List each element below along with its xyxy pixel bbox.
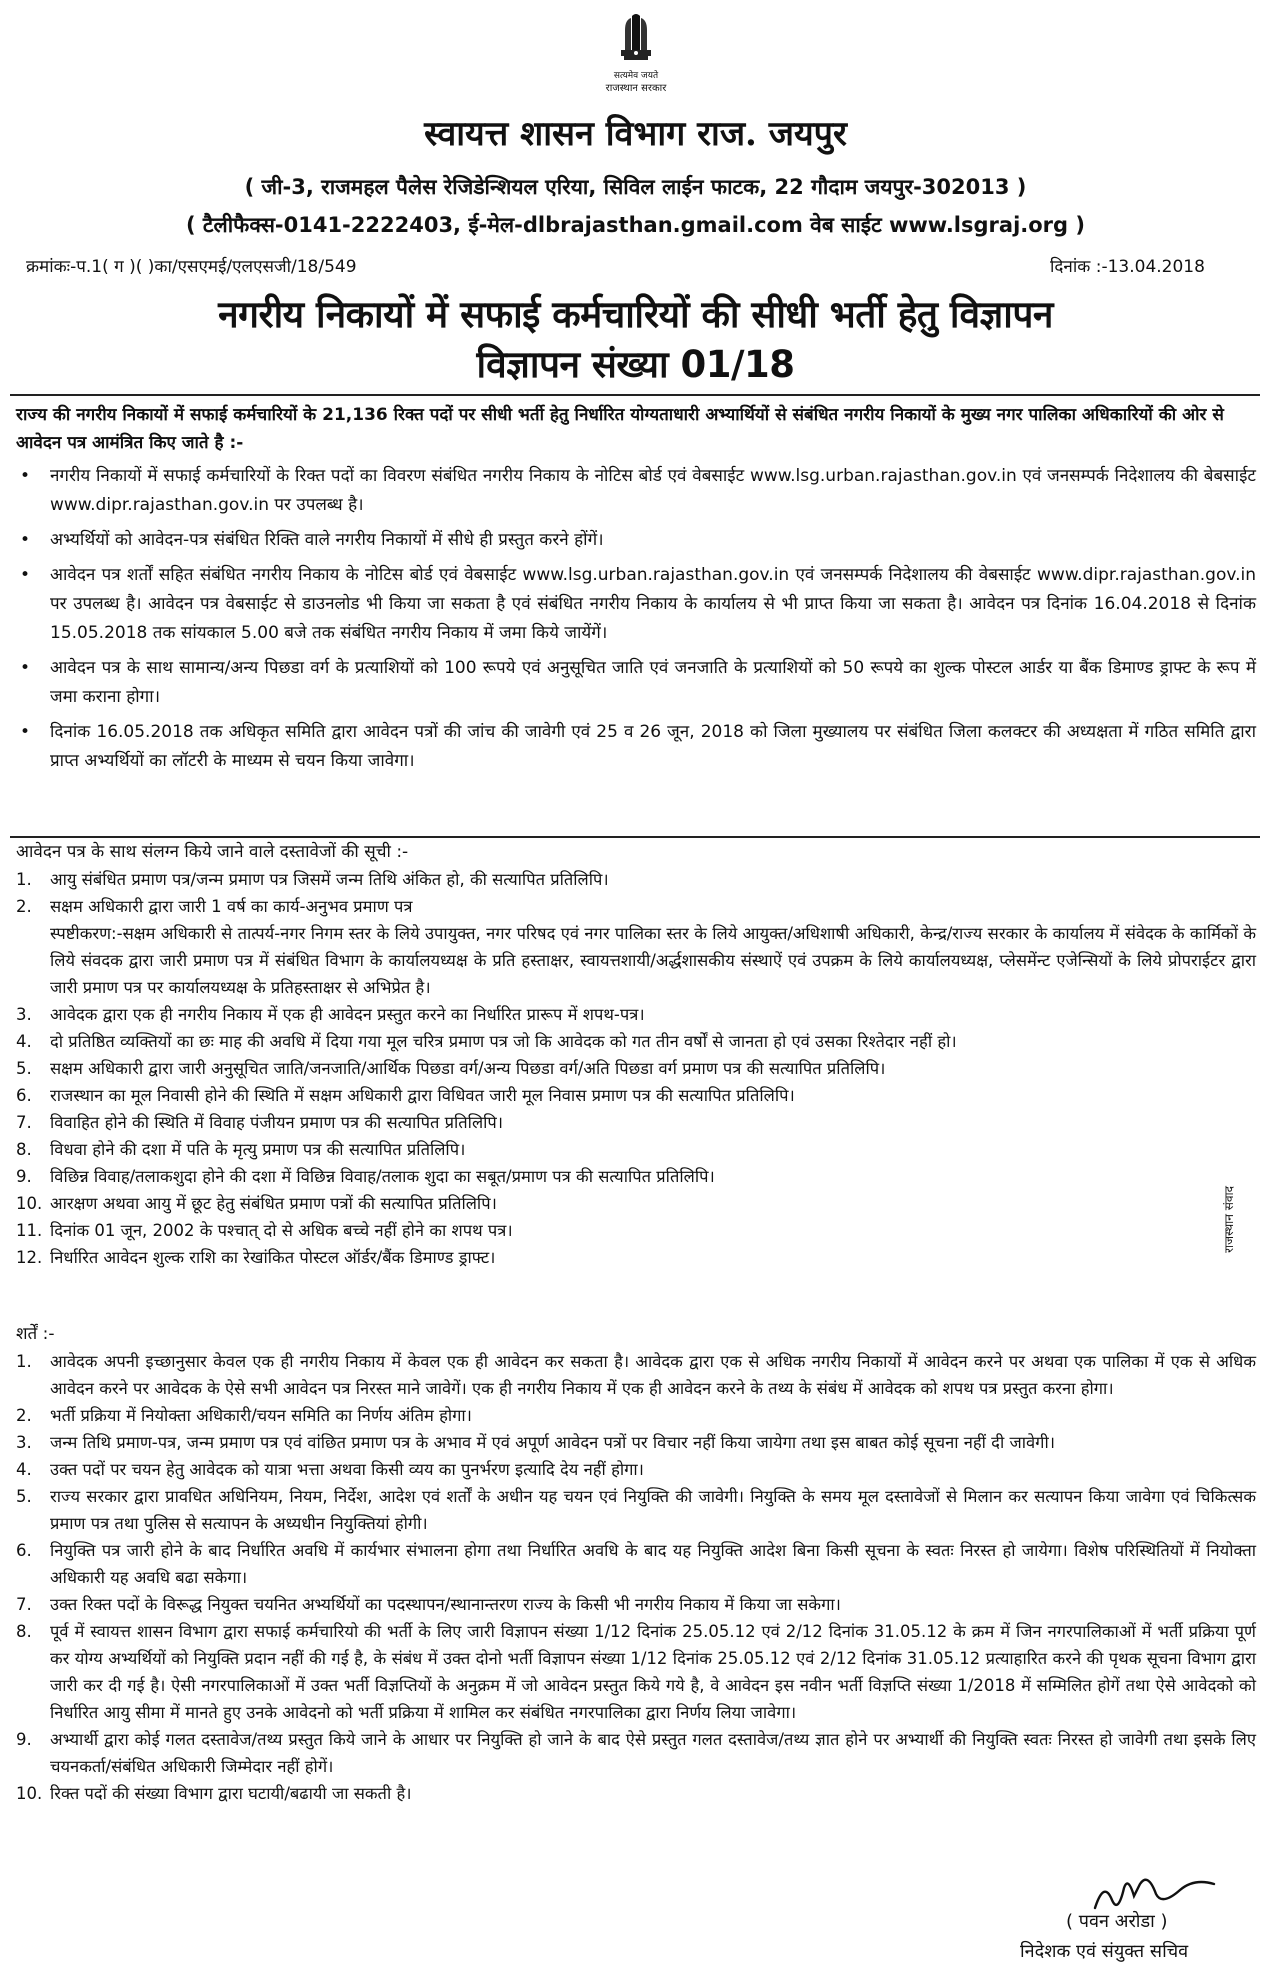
list-item: 12. निर्धारित आवेदन शुल्क राशि का रेखांकित पोस्टल ऑर्डर/बैंक डिमाण्ड ड्राफ्ट। xyxy=(16,1248,496,1267)
emblem-motto: सत्यमेव जयते xyxy=(613,71,659,81)
issue-date: दिनांक :-13.04.2018 xyxy=(1050,257,1205,277)
list-item: 5. राज्य सरकार द्वारा प्रावधित अधिनियम, नियम, निर्देश, आदेश एवं शर्तों के अधीन यह चयन एवं नियुक्ति की जावेगी। नियुक्ति के समय मूल दस्तावेजों से मिलान कर सत्यापन किया जावेगा एवं चिकित्सक प्रमाण पत्र तथा पुलिस से सत्यापन के अध्यधीन नियुक्तियां होगी। xyxy=(16,1487,1256,1533)
advertisement-title: नगरीय निकायों में सफाई कर्मचारियों की सीधी भर्ती हेतु विज्ञापन xyxy=(218,293,1053,336)
documents-heading: आवेदन पत्र के साथ संलग्न किये जाने वाले दस्तावेजों की सूची :- xyxy=(16,842,409,862)
list-item: 2. सक्षम अधिकारी द्वारा जारी 1 वर्ष का कार्य-अनुभव प्रमाण पत्र xyxy=(16,897,413,916)
list-item: 6. राजस्थान का मूल निवासी होने की स्थिति में सक्षम अधिकारी द्वारा विधिवत जारी मूल निवास प्रमाण पत्र की सत्यापित प्रतिलिपि। xyxy=(16,1086,795,1105)
list-item: 8. पूर्व में स्वायत्त शासन विभाग द्वारा सफाई कर्मचारियो की भर्ती के लिए जारी विज्ञापन संख्या 1/12 दिनांक 25.05.12 एवं 2/12 दिनांक 31.05.12 के क्रम में जिन नगरपालिकाओं में भर्ती प्रक्रिया पूर्ण कर योग्य अभ्यर्थियों को नियुक्ति प्रदान नहीं की गई है, के संबंध में उक्त दोनो भर्ती विज्ञापन संख्या 1/12 दिनांक 25.05.12 एवं 2/12 दिनांक 31.05.12 प्रत्याहारित करने की पृथक सूचना विभाग द्वारा जारी कर दी गई है। ऐसी नगरपालिकाओं में उक्त भर्ती विज्ञप्तियों के अनुक्रम में जो आवेदन प्रस्तुत किये गये है, वे आवेदन इस नवीन भर्ती विज्ञप्ति संख्या 1/2018 में सम्मिलित होगें तथा ऐसे आवेदको को निर्धारित आयु सीमा में मानते हुए उनके आवेदनो को भर्ती प्रक्रिया में शामिल कर संबंधित नगरपालिका द्वारा निर्णय लिया जावेगा। xyxy=(16,1622,1256,1722)
list-item: 9. विछिन्न विवाह/तलाकशुदा होने की दशा में विछिन्न विवाह/तलाक शुदा का सबूत/प्रमाण पत्र की सत्यापित प्रतिलिपि। xyxy=(16,1167,715,1186)
contact-line: ( टैलीफैक्स-0141-2222403, ई-मेल-dlbrajasthan.gmail.com वेब साईट www.lsgraj.org ) xyxy=(186,213,1085,237)
list-item: • नगरीय निकायों में सफाई कर्मचारियों के रिक्त पदों का विवरण संबंधित नगरीय निकाय के नोटिस बोर्ड एवं वेबसाईट www.lsg.urban.rajasthan.gov.in एवं जनसम्पर्क निदेशालय की बेबसाईट www.dipr.rajasthan.gov.in पर उपलब्ध है। xyxy=(16,462,1256,520)
list-item: • आवेदन पत्र के साथ सामान्य/अन्य पिछडा वर्ग के प्रत्याशियों को 100 रूपये एवं अनुसूचित जाति एवं जनजाति के प्रत्याशियों को 50 रूपये का शुल्क पोस्टल आर्डर या बैंक डिमाण्ड ड्राफ्ट के रूप में जमा कराना होगा। xyxy=(16,654,1256,712)
list-item: 5. सक्षम अधिकारी द्वारा जारी अनुसूचित जाति/जनजाति/आर्थिक पिछडा वर्ग/अन्य पिछडा वर्ग/अति पिछडा वर्ग प्रमाण पत्र की सत्यापित प्रतिलिपि। xyxy=(16,1059,886,1078)
list-item: 9. अभ्यार्थी द्वारा कोई गलत दस्तावेज/तथ्य प्रस्तुत किये जाने के आधार पर नियुक्ति हो जाने के बाद ऐसे प्रस्तुत गलत दस्तावेज/तथ्य ज्ञात होने पर अभ्यार्थी की नियुक्ति स्वतः निरस्त हो जावेगी तथा इसके लिए चयनकर्ता/संबंधित अधिकारी जिम्मेदार नहीं होगें। xyxy=(16,1730,1256,1776)
list-item: 1. आयु संबंधित प्रमाण पत्र/जन्म प्रमाण पत्र जिसमें जन्म तिथि अंकित हो, की सत्यापित प्रतिलिपि। xyxy=(16,870,609,889)
divider xyxy=(10,836,1260,838)
state-emblem xyxy=(594,10,678,95)
documents-list xyxy=(16,866,1256,1271)
list-item: • अभ्यर्थियों को आवेदन-पत्र संबंधित रिक्ति वाले नगरीय निकायों में सीधे ही प्रस्तुत करने होंगें। xyxy=(16,526,1256,555)
advertisement-number: विज्ञापन संख्या 01/18 xyxy=(476,343,795,386)
list-item: 7. विवाहित होने की स्थिति में विवाह पंजीयन प्रमाण पत्र की सत्यापित प्रतिलिपि। xyxy=(16,1113,504,1132)
list-item: 3. आवेदक द्वारा एक ही नगरीय निकाय में एक ही आवेदन प्रस्तुत करने का निर्धारित प्रारूप में शपथ-पत्र। xyxy=(16,1005,645,1024)
instructions-list xyxy=(16,462,1256,782)
conditions-heading: शर्तें :- xyxy=(16,1324,55,1344)
list-item: 8. विधवा होने की दशा में पति के मृत्यु प्रमाण पत्र की सत्यापित प्रतिलिपि। xyxy=(16,1140,466,1159)
list-item: • दिनांक 16.05.2018 तक अधिकृत समिति द्वारा आवेदन पत्रों की जांच की जावेगी एवं 25 व 26 जून, 2018 को जिला मुख्यालय पर संबंधित जिला कलक्टर की अध्यक्षता में गठित समिति द्वारा प्राप्त अभ्यर्थियों का लॉटरी के माध्यम से चयन किया जावेगा। xyxy=(16,718,1256,776)
department-title: स्वायत्त शासन विभाग राज. जयपुर xyxy=(424,114,847,154)
list-item: 2. भर्ती प्रक्रिया में नियोक्ता अधिकारी/चयन समिति का निर्णय अंतिम होगा। xyxy=(16,1406,472,1425)
list-item: 10. आरक्षण अथवा आयु में छूट हेतु संबंधित प्रमाण पत्रों की सत्यापित प्रतिलिपि। xyxy=(16,1194,497,1213)
intro-paragraph: राज्य की नगरीय निकायों में सफाई कर्मचारियों के 21,136 रिक्त पदों पर सीधी भर्ती हेतु निर्धारित योग्यताधारी अभ्यार्थियों से संबंधित नगरीय निकायों के मुख्य नगर पालिका अधिकारियों की ओर से आवेदन पत्र आमंत्रित किए जाते है :- xyxy=(16,405,1224,453)
list-item: 7. उक्त रिक्त पदों के विरूद्ध नियुक्त चयनित अभ्यर्थियों का पदस्थापन/स्थानान्तरण राज्य के किसी भी नगरीय निकाय में किया जा सकेगा। xyxy=(16,1595,841,1614)
conditions-list xyxy=(16,1348,1256,1807)
reference-number: क्रमांकः-प.1( ग )( )का/एसएमई/एलएसजी/18/549 xyxy=(26,257,357,277)
divider xyxy=(10,394,1260,396)
list-item: 1. आवेदक अपनी इच्छानुसार केवल एक ही नगरीय निकाय में केवल एक ही आवेदन कर सकता है। आवेदक द्वारा एक से अधिक नगरीय निकायों में आवेदन करने पर अथवा एक पालिका में एक से अधिक आवेदन करने पर आवेदक के ऐसे सभी आवेदन पत्र निरस्त माने जावेगें। एक ही नगरीय निकाय में एक ही आवेदन करने के तथ्य के संबंध में आवेदक को शपथ पत्र प्रस्तुत करना होगा। xyxy=(16,1352,1256,1398)
side-label: राजस्थान संवाद xyxy=(1222,1186,1236,1253)
emblem-caption: राजस्थान सरकार xyxy=(605,83,667,94)
list-item: 4. उक्त पदों पर चयन हेतु आवेदक को यात्रा भत्ता अथवा किसी व्यय का पुनर्भरण इत्यादि देय नहीं होगा। xyxy=(16,1460,644,1479)
list-item: 11. दिनांक 01 जून, 2002 के पश्चात् दो से अधिक बच्चे नहीं होने का शपथ पत्र। xyxy=(16,1221,513,1240)
list-item: 6. नियुक्ति पत्र जारी होने के बाद निर्धारित अवधि में कार्यभार संभालना होगा तथा निर्धारित अवधि के बाद यह नियुक्ति आदेश बिना किसी सूचना के स्वतः निरस्त हो जायेगा। विशेष परिस्थितियों में नियोक्ता अधिकारी यह अवधि बढा सकेगा। xyxy=(16,1541,1256,1587)
signatory-name: ( पवन अरोडा ) xyxy=(1066,1911,1168,1932)
address-line: ( जी-3, राजमहल पैलेस रेजिडेन्शियल एरिया, सिविल लाईन फाटक, 22 गौदाम जयपुर-302013 ) xyxy=(244,175,1027,199)
list-item: 10. रिक्त पदों की संख्या विभाग द्वारा घटायी/बढायी जा सकती है। xyxy=(16,1784,412,1803)
list-item: स्पष्टीकरण:-सक्षम अधिकारी से तात्पर्य-नगर निगम स्तर के लिये उपायुक्त, नगर परिषद एवं नगर पालिका स्तर के लिये आयुक्त/अधिशाषी अधिकारी, केन्द्र/राज्य सरकार के कार्यालय में संवेदक के कार्मिकों के लिये संवदक द्वारा जारी प्रमाण पत्र में संबंधित विभाग के कार्यालयध्यक्ष के प्रति हस्ताक्षर, स्वायत्तशायी/अर्द्धशासकीय संस्थाऐं एवं उपक्रम के लिये कार्यालयध्यक्ष, प्लेसमेंन्ट एजेन्सियों के लिये प्रोपराईटर द्वारा जारी प्रमाण पत्र पर कार्यालयध्यक्ष के प्रतिहस्ताक्षर से अभिप्रेत है। xyxy=(50,924,1256,997)
list-item: 4. दो प्रतिष्ठित व्यक्तियों का छः माह की अवधि में दिया गया मूल चरित्र प्रमाण पत्र जो कि आवेदक को गत तीन वर्षों से जानता हो एवं उसका रिश्तेदार नहीं हो। xyxy=(16,1032,957,1051)
list-item: • आवेदन पत्र शर्तों सहित संबंधित नगरीय निकाय के नोटिस बोर्ड एवं वेबसाईट www.lsg.urban.rajasthan.gov.in एवं जनसम्पर्क निदेशालय की वेबसाईट www.dipr.rajasthan.gov.in पर उपलब्ध है। आवेदन पत्र वेबसाईट से डाउनलोड भी किया जा सकता है एवं संबंधित नगरीय निकाय के कार्यालय से भी प्राप्त किया जा सकता है। आवेदन पत्र दिनांक 16.04.2018 से दिनांक 15.05.2018 तक सांयकाल 5.00 बजे तक संबंधित नगरीय निकाय में जमा किये जायेंगें। xyxy=(16,561,1256,648)
list-item: 3. जन्म तिथि प्रमाण-पत्र, जन्म प्रमाण पत्र एवं वांछित प्रमाण पत्र के अभाव में एवं अपूर्ण आवेदन पत्रों पर विचार नहीं किया जायेगा तथा इस बाबत कोई सूचना नहीं दी जावेगी। xyxy=(16,1433,1055,1452)
ashoka-emblem-icon xyxy=(613,10,659,70)
signatory-designation: निदेशक एवं संयुक्त सचिव xyxy=(1020,1941,1189,1962)
